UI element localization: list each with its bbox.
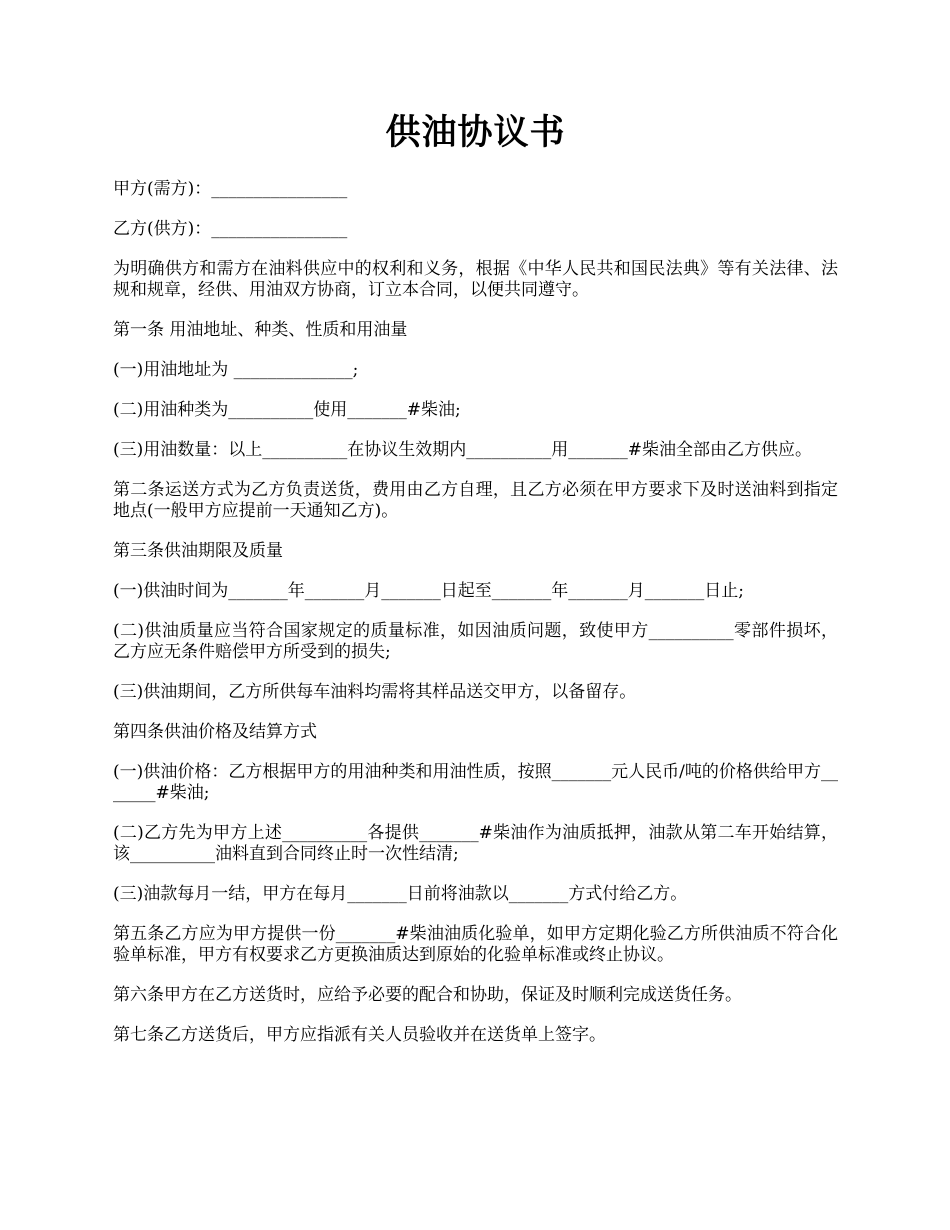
article-3-heading: 第三条供油期限及质量 [113,541,283,561]
party-a-line: 甲方(需方)：________________ [113,179,348,199]
preamble-paragraph: 为明确供方和需方在油料供应中的权利和义务，根据《中华人民共和国民法典》等有关法律、法规和规章，经供、用油双方协商，订立本合同，以便共同遵守。 [113,259,838,300]
article-5-paragraph: 第五条乙方应为甲方提供一份_______#柴油油质化验单，如甲方定期化验乙方所供油质不符合化验单标准，甲方有权要求乙方更换油质达到原始的化验单标准或终止协议。 [113,924,838,965]
article-1-clause-3: (三)用油数量：以上__________在协议生效期内__________用_______#柴油全部由乙方供应。 [113,440,813,460]
article-6-paragraph: 第六条甲方在乙方送货时，应给予必要的配合和协助，保证及时顺利完成送货任务。 [113,985,742,1005]
article-4-clause-2: (二)乙方先为甲方上述__________各提供_______#柴油作为油质抵押，油款从第二车开始结算，该__________油料直到合同终止时一次性结清; [113,823,838,864]
article-3-clause-1: (一)供油时间为_______年_______月_______日起至_______年_______月_______日止; [113,581,744,601]
article-1-clause-1: (一)用油地址为 ______________; [113,360,359,380]
article-4-heading: 第四条供油价格及结算方式 [113,722,317,742]
article-3-clause-2: (二)供油质量应当符合国家规定的质量标准，如因油质问题，致使甲方__________零部件损坏，乙方应无条件赔偿甲方所受到的损失; [113,621,838,662]
article-2-paragraph: 第二条运送方式为乙方负责送货，费用由乙方自理，且乙方必须在甲方要求下及时送油料到指定地点(一般甲方应提前一天通知乙方)。 [113,480,838,521]
article-4-clause-1: (一)供油价格：乙方根据甲方的用油种类和用油性质，按照_______元人民币/吨的价格供给甲方_______#柴油; [113,762,838,803]
article-1-clause-2: (二)用油种类为__________使用_______#柴油; [113,400,461,420]
article-4-clause-3: (三)油款每月一结，甲方在每月_______日前将油款以_______方式付给乙方。 [113,884,688,904]
article-7-paragraph: 第七条乙方送货后，甲方应指派有关人员验收并在送货单上签字。 [113,1025,606,1045]
document-title: 供油协议书 [385,112,566,153]
party-b-line: 乙方(供方)：________________ [113,219,348,239]
article-1-heading: 第一条 用油地址、种类、性质和用油量 [113,320,408,340]
article-3-clause-3: (三)供油期间，乙方所供每车油料均需将其样品送交甲方，以备留存。 [113,682,637,702]
